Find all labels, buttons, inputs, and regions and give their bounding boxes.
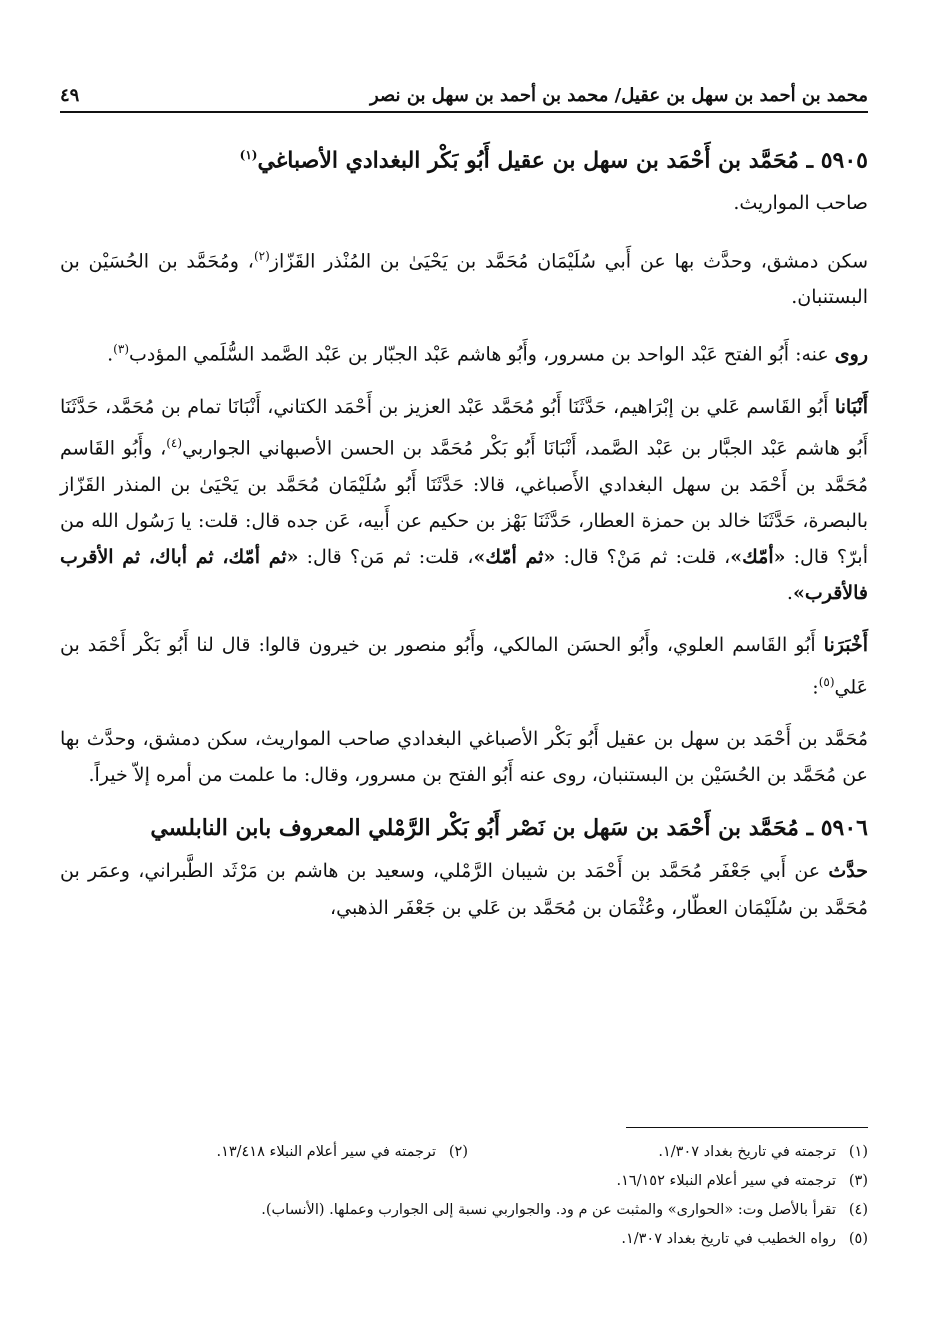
hadith-quote: «أمّك» [730, 545, 786, 568]
footnote-ref: (٤) [166, 436, 183, 450]
isnad-paragraph [60, 389, 868, 612]
footnote-row [60, 1138, 868, 1167]
paragraph-text: ، وأَبُو القَاسم مُحَمَّد بن أَحْمَد بن سهل البغدادي الأَصباغي، قالا: حَدَّثَنَا أَبُو سُلَيْمَان مُحَمَّد بن يَحْيَىٰ بن المنذر القَزّاز بالبصرة، حَدَّثَنَا خالد بن حمزة العطار، حَدَّثَنَا بَهْز بن حكيم عن أَبيه، عَن جده قال: قلت: يا رَسُول الله من أبرّ؟ قال: [60, 437, 868, 568]
paragraph [60, 627, 868, 705]
footnote-number: (٤) [848, 1202, 868, 1218]
paragraph [60, 238, 868, 316]
lead-word: روى [834, 343, 868, 366]
paragraph-text: مُحَمَّد بن أَحْمَد بن سهل بن عقيل أَبُو بَكْر الأصباغي البغدادي صاحب المواريث، سكن دمشق، وحدَّث بها عن مُحَمَّد بن الحُسَيْن بن البستنبان، روى عنه أَبُو الفتح بن مسرور، وقال: ما علمت من أمره إلاّ خيراً. [60, 728, 868, 787]
footnote [68, 1138, 468, 1167]
entry-title-5905 [60, 136, 868, 179]
footnote-ref: (١) [239, 148, 258, 162]
header-title: محمد بن أحمد بن سهل بن عقيل/ محمد بن أحمد بن سهل بن نصر [370, 85, 868, 106]
paragraph [60, 185, 868, 221]
footnote [468, 1138, 868, 1167]
running-header [60, 72, 868, 106]
footnote [60, 1196, 868, 1225]
lead-word: أَنْبَانا [834, 395, 868, 418]
lead-word: أَخْبَرَنا [823, 634, 868, 657]
paragraph-text: سكن دمشق، وحدَّث بها عن أَبي سُلَيْمَان مُحَمَّد بن يَحْيَىٰ بن المُنْذر القَزّاز [269, 249, 868, 272]
footnote [60, 1225, 868, 1254]
footnote-text: ترجمته في سير أعلام النبلاء ١٦/١٥٢. [616, 1173, 836, 1189]
footnote-number: (٢) [448, 1144, 468, 1160]
lead-word: حدَّث [828, 860, 868, 883]
entry-title-5906: ٥٩٠٦ ـ مُحَمَّد بن أَحْمَد بن سَهل بن نَصْر أَبُو بَكْر الرَّمْلي المعروف بابن النابلسي [150, 815, 868, 842]
footnote-number: (٣) [848, 1173, 868, 1189]
footnote-text: ترجمته في تاريخ بغداد ١/٣٠٧. [658, 1144, 836, 1160]
footnote-rule [626, 1127, 868, 1128]
footnote-number: (١) [848, 1144, 868, 1160]
paragraph-text: : [812, 675, 819, 698]
footnote-ref: (٥) [818, 674, 835, 689]
footnote-number: (٥) [848, 1231, 868, 1247]
paragraph-text: أَبُو القَاسم العلوي، وأَبُو الحسَن المالكي، وأَبُو منصور بن خيرون قالوا: قال لنا أَبُو بَكْر أَحْمَد بن عَلي [60, 634, 868, 698]
paragraph [60, 331, 868, 373]
hadith-quote: «ثم أمّك» [473, 545, 556, 568]
paragraph-text: أَبُو القَاسم عَلي بن إبْرَاهيم، حَدَّثَنَا أَبُو مُحَمَّد عَبْد العزيز بن أَحْمَد الكتاني، أَنْبَانَا تمام بن مُحَمَّد، حَدَّثَنَا أَبُو هاشم عَبْد الجبَّار بن عَبْد الصَّمد، أَنْبَانَا أَبُو بَكْر مُحَمَّد بن الحسن الأصبهاني الجواربي [60, 395, 868, 460]
paragraph-text: عن أَبي جَعْفَر مُحَمَّد بن أَحْمَد بن شيبان الرَّمْلي، وسعيد بن هاشم بن مَرْثَد الطَّبراني، وعمَر بن مُحَمَّد بن سُلَيْمَان العطّار، وعُثْمَان بن مُحَمَّد بن عَلي بن جَعْفَر الذهبي، [60, 860, 868, 919]
footnotes [60, 1138, 868, 1254]
paragraph-text: ، ومُحَمَّد بن الحُسَيْن بن البستنبان. [60, 249, 868, 309]
entry-title-text: ٥٩٠٥ ـ مُحَمَّد بن أَحْمَد بن سهل بن عقيل أَبُو بَكْر البغدادي الأصباغي [257, 147, 868, 174]
hadith-quote: «ثم أمّك، ثم أباك، ثم الأقرب فالأقرب» [60, 545, 868, 605]
footnote-ref: (٢) [253, 248, 270, 263]
footnote [60, 1167, 868, 1196]
header-rule [60, 111, 868, 113]
paragraph-text: . [107, 343, 114, 366]
footnote-text: ترجمته في سير أعلام النبلاء ١٣/٤١٨. [216, 1144, 436, 1160]
main-text [60, 136, 868, 942]
paragraph-text: . [786, 582, 793, 605]
paragraph-text: ، قلت: ثم مَنْ؟ قال: [555, 545, 731, 568]
paragraph [60, 721, 868, 793]
paragraph [60, 853, 868, 925]
footnote-ref: (٣) [113, 342, 129, 357]
paragraph-text: صاحب المواريث. [733, 192, 868, 215]
footnote-text: تقرأ بالأصل وت: «الحوارى» والمثبت عن م ود. والجواربي نسبة إلى الجوارب وعملها. (الأنساب). [261, 1202, 836, 1218]
paragraph-text: عنه: أَبُو الفتح عَبْد الواحد بن مسرور، وأَبُو هاشم عَبْد الجبّار بن عَبْد الصَّمد السُّلَمي المؤدب [129, 343, 835, 366]
page-number: ٤٩ [60, 85, 80, 106]
paragraph-text: ، قلت: ثم مَن؟ قال: [298, 545, 474, 568]
footnote-text: رواه الخطيب في تاريخ بغداد ١/٣٠٧. [621, 1231, 836, 1247]
